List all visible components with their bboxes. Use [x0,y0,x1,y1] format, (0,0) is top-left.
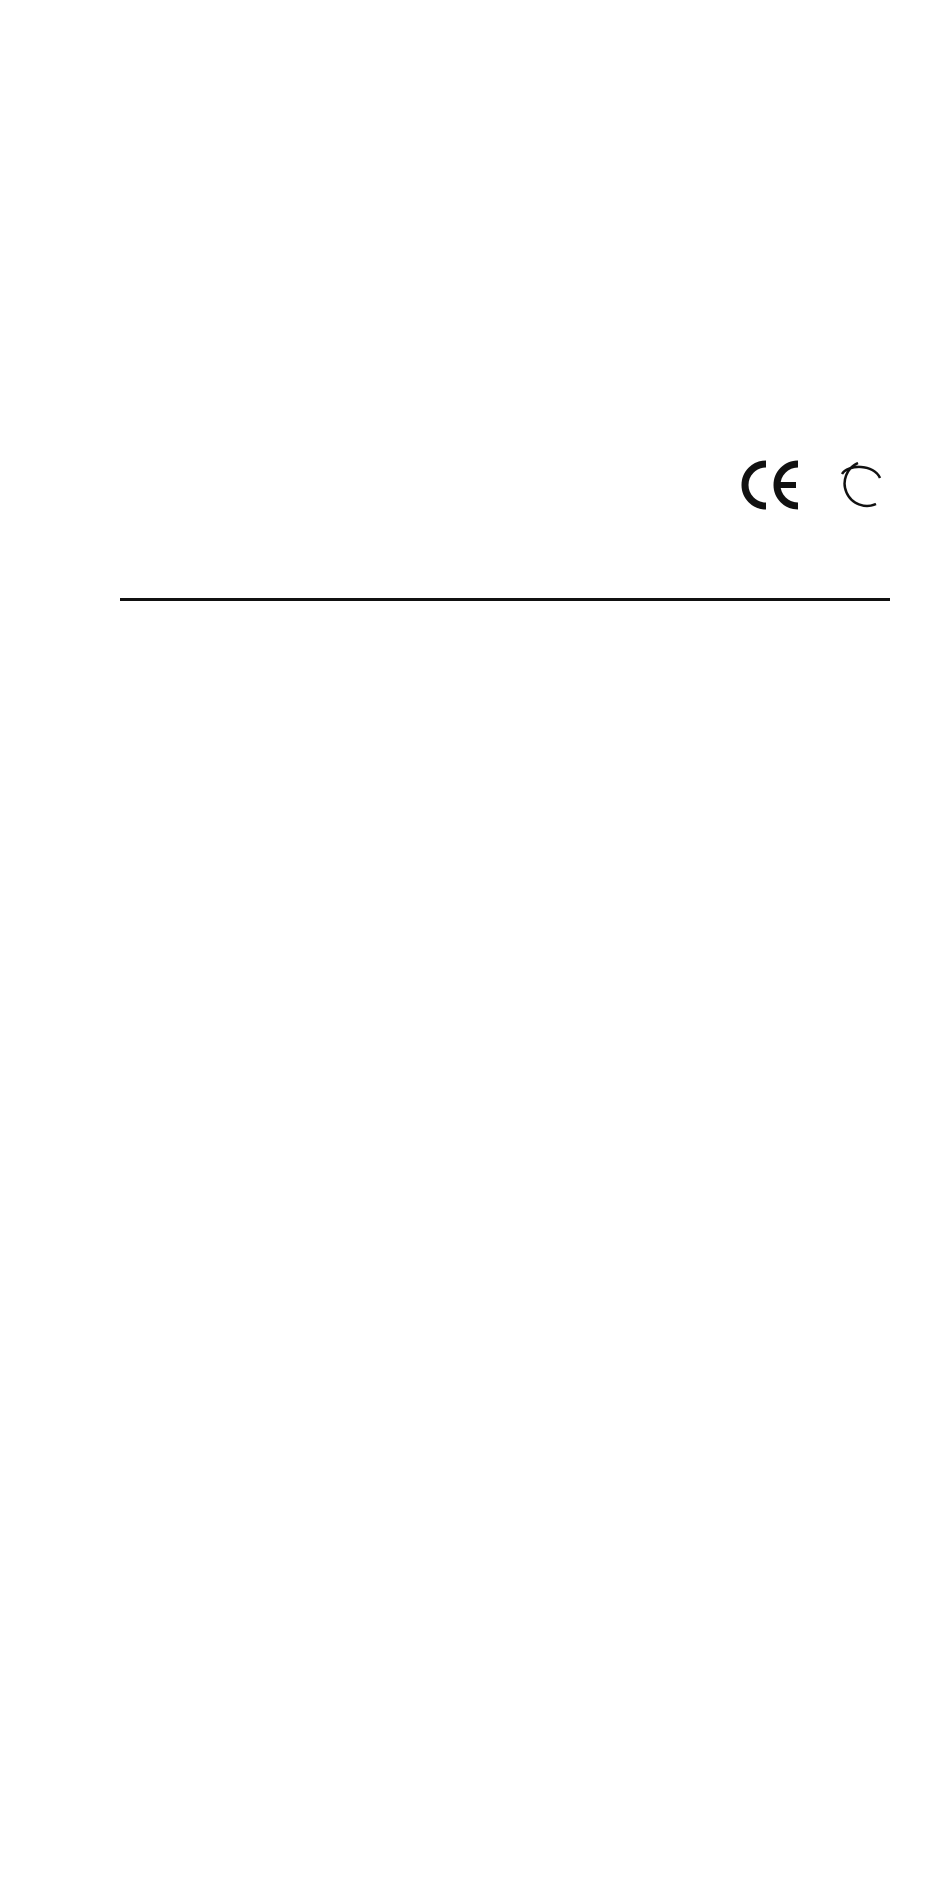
certification-marks [738,456,888,516]
tr-mark-icon [842,463,880,506]
ce-mark-icon [745,464,798,506]
table-header [120,538,890,601]
